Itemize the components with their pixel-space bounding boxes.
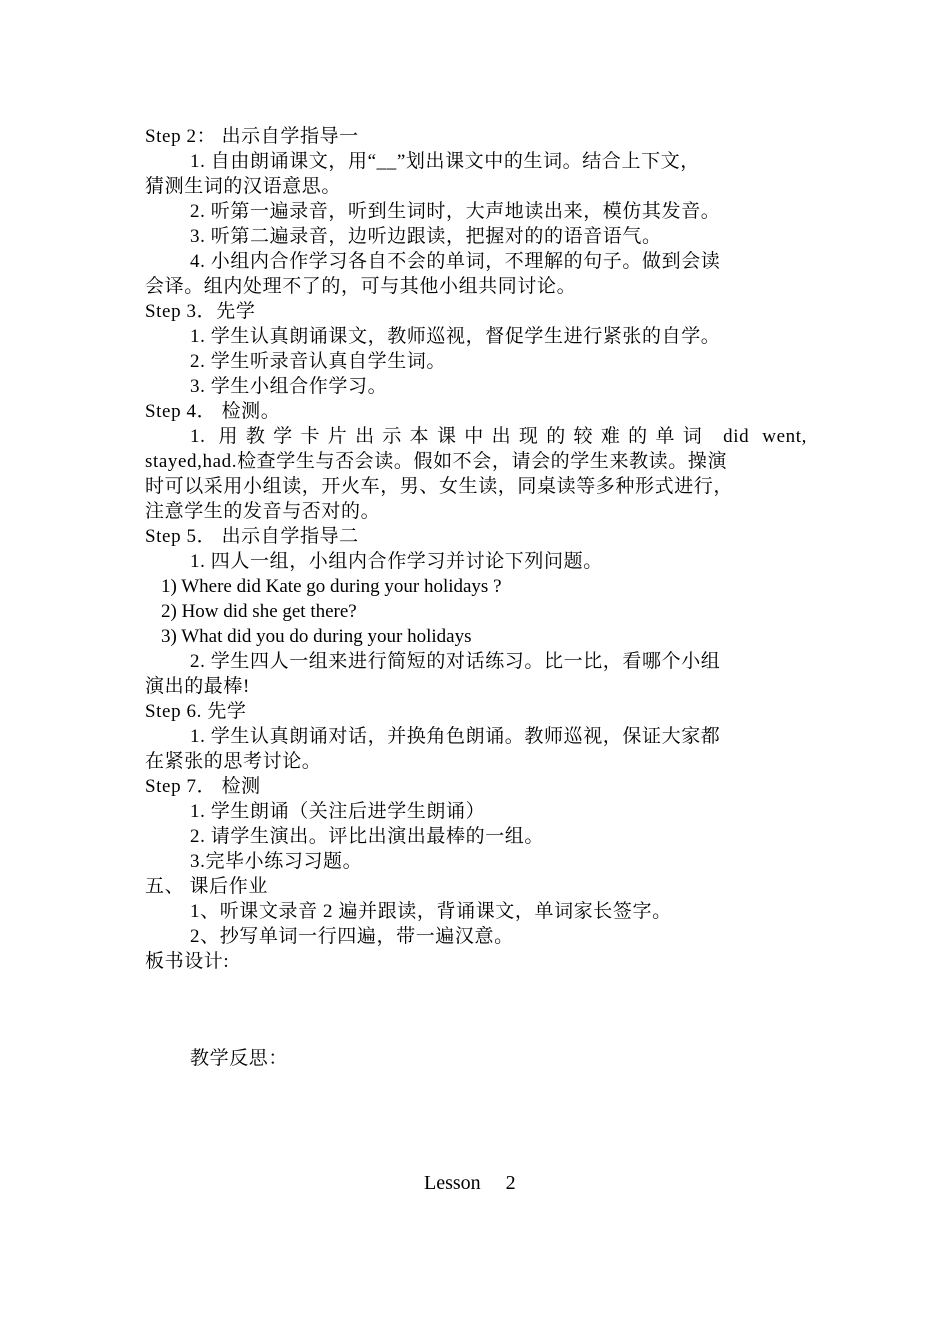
step-4-item-1-cont-a: stayed,had.检查学生与否会读。假如不会，请会的学生来教读。操演 <box>145 451 728 472</box>
step-5-item-2: 2. 学生四人一组来进行简短的对话练习。比一比，看哪个小组 <box>190 651 721 672</box>
step-7-item-2: 2. 请学生演出。评比出演出最棒的一组。 <box>190 826 545 847</box>
board-design-label: 板书设计: <box>145 951 230 972</box>
step-6-heading: Step 6. 先学 <box>145 701 247 722</box>
step-3-item-2: 2. 学生听录音认真自学生词。 <box>190 351 447 372</box>
step-2-item-1-cont: 猜测生词的汉语意思。 <box>145 176 342 197</box>
step-2-item-4-cont: 会译。组内处理不了的，可与其他小组共同讨论。 <box>145 276 577 297</box>
step-2-item-1: 1. 自由朗诵课文，用“__”划出课文中的生词。结合上下文， <box>190 151 700 172</box>
step-4-item-1-cont-b: 时可以采用小组读，开火车，男、女生读，同桌读等多种形式进行， <box>145 476 734 497</box>
step-2-heading: Step 2： 出示自学指导一 <box>145 126 359 147</box>
step-7-heading: Step 7． 检测 <box>145 776 261 797</box>
step-5-heading: Step 5． 出示自学指导二 <box>145 526 359 547</box>
lesson-plan-body <box>145 124 807 974</box>
homework-heading: 五、 课后作业 <box>145 876 268 897</box>
step-2-item-3: 3. 听第二遍录音，边听边跟读，把握对的的语音语气。 <box>190 226 662 247</box>
step-4-item-1-cont-c: 注意学生的发音与否对的。 <box>145 501 381 522</box>
step-4-heading: Step 4． 检测。 <box>145 401 281 422</box>
step-6-item-1: 1. 学生认真朗诵对话，并换角色朗诵。教师巡视，保证大家都 <box>190 726 721 747</box>
step-6-item-1-cont: 在紧张的思考讨论。 <box>145 751 322 772</box>
question-3: 3) What did you do during your holidays <box>161 626 472 647</box>
step-3-item-3: 3. 学生小组合作学习。 <box>190 376 388 397</box>
step-4-item-1: 1. 用教学卡片出示本课中出现的较难的单词 did went, <box>190 426 807 447</box>
step-2-item-2: 2. 听第一遍录音，听到生词时，大声地读出来，模仿其发音。 <box>190 201 721 222</box>
step-5-item-1: 1. 四人一组，小组内合作学习并讨论下列问题。 <box>190 551 603 572</box>
teaching-reflection-label: 教学反思： <box>190 1048 289 1069</box>
step-2-item-4: 4. 小组内合作学习各自不会的单词，不理解的句子。做到会读 <box>190 251 721 272</box>
question-2: 2) How did she get there? <box>161 601 357 622</box>
step-7-item-3: 3.完毕小练习习题。 <box>190 851 363 872</box>
step-3-item-1: 1. 学生认真朗诵课文，教师巡视，督促学生进行紧张的自学。 <box>190 326 721 347</box>
step-5-item-2-cont: 演出的最棒! <box>145 676 250 697</box>
lesson-title: Lesson 2 <box>424 1172 516 1194</box>
step-7-item-1: 1. 学生朗诵（关注后进学生朗诵） <box>190 801 486 822</box>
question-1: 1) Where did Kate go during your holidays ? <box>161 576 502 597</box>
homework-item-2: 2、抄写单词一行四遍，带一遍汉意。 <box>190 926 514 947</box>
homework-item-1: 1、听课文录音 2 遍并跟读，背诵课文，单词家长签字。 <box>190 901 672 922</box>
step-3-heading: Step 3．先学 <box>145 301 256 322</box>
